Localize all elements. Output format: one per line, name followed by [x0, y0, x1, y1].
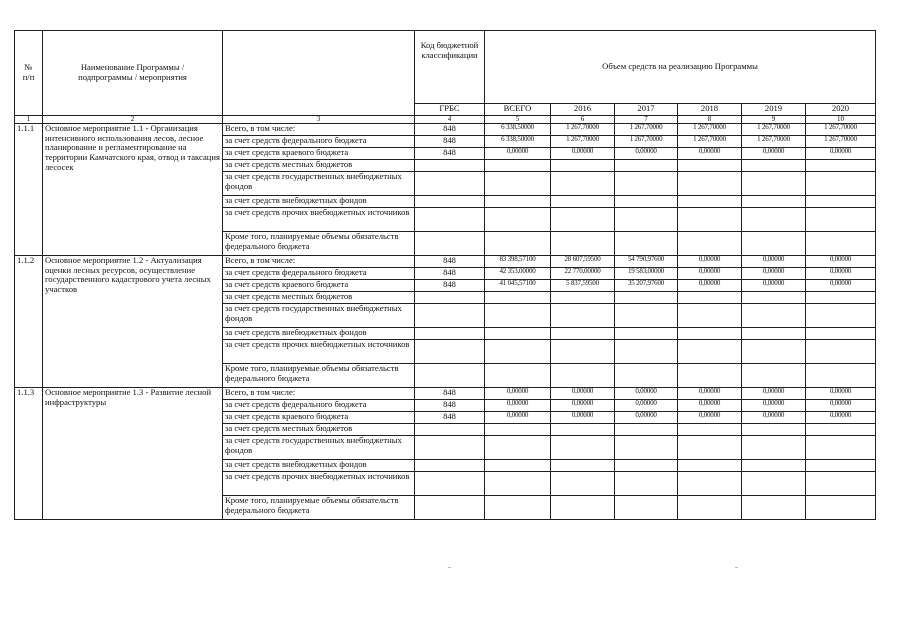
year-value [742, 160, 806, 172]
funding-source: за счет средств краевого бюджета [223, 412, 415, 424]
section-index: 1.1.2 [15, 256, 43, 388]
year-value [742, 172, 806, 196]
total-value: 83 398,57100 [485, 256, 551, 268]
year-value [615, 304, 678, 328]
year-value: 0,00000 [806, 268, 876, 280]
section-name: Основное мероприятие 1.1 - Организация интенсивного использования лесов, лесное планирование и регламентирование на территории Камчатского края, отвод и таксация лесосек [43, 124, 223, 256]
year-value [678, 292, 742, 304]
column-number: 9 [742, 116, 806, 124]
header-year: 2017 [615, 104, 678, 116]
header-grbs: ГРБС [415, 104, 485, 116]
year-value [806, 196, 876, 208]
year-value: 0,00000 [742, 412, 806, 424]
year-value: 0,00000 [742, 388, 806, 400]
year-value: 1 267,70000 [678, 136, 742, 148]
year-value [615, 496, 678, 520]
year-value [551, 436, 615, 460]
year-value [551, 160, 615, 172]
year-value: 0,00000 [742, 268, 806, 280]
year-value [742, 208, 806, 232]
year-value: 0,00000 [806, 400, 876, 412]
year-value [551, 340, 615, 364]
table-row [15, 388, 876, 400]
header-volume: Объем средств на реализацию Программы [485, 31, 876, 104]
header-code: Код бюджетной классификации [415, 31, 485, 104]
year-value [806, 160, 876, 172]
year-value [615, 232, 678, 256]
total-value [485, 328, 551, 340]
year-value [551, 208, 615, 232]
year-value [742, 292, 806, 304]
funding-source: за счет средств государственных внебюджетных фондов [223, 172, 415, 196]
section-index: 1.1.3 [15, 388, 43, 520]
column-number: 2 [43, 116, 223, 124]
year-value: 35 207,97600 [615, 280, 678, 292]
year-value [742, 328, 806, 340]
year-value [615, 460, 678, 472]
year-value: 0,00000 [678, 400, 742, 412]
grbs-code [415, 208, 485, 232]
year-value [551, 472, 615, 496]
funding-source: за счет средств местных бюджетов [223, 160, 415, 172]
grbs-code [415, 292, 485, 304]
year-value [678, 196, 742, 208]
total-value [485, 424, 551, 436]
funding-source: Всего, в том числе: [223, 388, 415, 400]
year-value [615, 424, 678, 436]
header-name: Наименование Программы / подпрограммы / мероприятия [43, 31, 223, 116]
funding-source: за счет средств государственных внебюджетных фондов [223, 304, 415, 328]
total-value [485, 196, 551, 208]
year-value [615, 328, 678, 340]
total-value [485, 436, 551, 460]
funding-source: за счет средств краевого бюджета [223, 280, 415, 292]
year-value: 0,00000 [678, 412, 742, 424]
year-value [806, 328, 876, 340]
funding-source: за счет средств федерального бюджета [223, 268, 415, 280]
year-value: 0,00000 [806, 388, 876, 400]
year-value [806, 292, 876, 304]
table-row [15, 256, 876, 268]
year-value [742, 340, 806, 364]
year-value [615, 196, 678, 208]
year-value [806, 424, 876, 436]
year-value: 0,00000 [742, 280, 806, 292]
year-value: 28 607,59500 [551, 256, 615, 268]
year-value [806, 436, 876, 460]
year-value [742, 364, 806, 388]
funding-source: за счет средств внебюджетных фондов [223, 460, 415, 472]
year-value [742, 436, 806, 460]
year-value: 1 267,70000 [678, 124, 742, 136]
funding-source: Кроме того, планируемые объемы обязательств федерального бюджета [223, 364, 415, 388]
grbs-code: 848 [415, 268, 485, 280]
year-value: 19 583,00000 [615, 268, 678, 280]
year-value: 0,00000 [678, 268, 742, 280]
year-value: 54 790,97600 [615, 256, 678, 268]
year-value [678, 304, 742, 328]
grbs-code [415, 436, 485, 460]
funding-source: за счет средств федерального бюджета [223, 400, 415, 412]
year-value: 1 267,70000 [551, 136, 615, 148]
column-number-row [15, 116, 876, 124]
grbs-code [415, 472, 485, 496]
year-value: 1 267,70000 [742, 136, 806, 148]
total-value: 0,00000 [485, 388, 551, 400]
year-value: 22 770,00000 [551, 268, 615, 280]
year-value [678, 232, 742, 256]
funding-source: за счет средств прочих внебюджетных источников [223, 340, 415, 364]
total-value: 6 338,50000 [485, 136, 551, 148]
total-value [485, 364, 551, 388]
year-value: 0,00000 [806, 256, 876, 268]
year-value: 0,00000 [615, 400, 678, 412]
year-value [806, 496, 876, 520]
column-number: 3 [223, 116, 415, 124]
grbs-code [415, 160, 485, 172]
year-value [551, 328, 615, 340]
scan-dot [448, 567, 451, 568]
year-value [678, 328, 742, 340]
header-total: ВСЕГО [485, 104, 551, 116]
year-value [678, 460, 742, 472]
year-value [678, 436, 742, 460]
year-value: 1 267,70000 [742, 124, 806, 136]
funding-source: Всего, в том числе: [223, 124, 415, 136]
year-value [742, 472, 806, 496]
year-value [615, 436, 678, 460]
grbs-code [415, 496, 485, 520]
year-value [615, 340, 678, 364]
year-value [806, 208, 876, 232]
year-value: 0,00000 [742, 256, 806, 268]
grbs-code: 848 [415, 148, 485, 160]
grbs-code [415, 232, 485, 256]
year-value [806, 232, 876, 256]
header-year: 2019 [742, 104, 806, 116]
year-value: 0,00000 [742, 400, 806, 412]
year-value [551, 172, 615, 196]
year-value [551, 196, 615, 208]
year-value [551, 460, 615, 472]
funding-source: за счет средств краевого бюджета [223, 148, 415, 160]
year-value: 0,00000 [806, 148, 876, 160]
year-value: 0,00000 [551, 148, 615, 160]
total-value [485, 160, 551, 172]
year-value: 0,00000 [678, 388, 742, 400]
section-name: Основное мероприятие 1.3 - Развитие лесной инфраструктуры [43, 388, 223, 520]
year-value [615, 292, 678, 304]
year-value [678, 172, 742, 196]
total-value [485, 340, 551, 364]
year-value [678, 208, 742, 232]
column-number: 6 [551, 116, 615, 124]
total-value: 6 338,50000 [485, 124, 551, 136]
year-value [551, 424, 615, 436]
funding-source: за счет средств государственных внебюджетных фондов [223, 436, 415, 460]
column-number: 8 [678, 116, 742, 124]
year-value: 0,00000 [742, 148, 806, 160]
year-value: 1 267,70000 [551, 124, 615, 136]
section-index: 1.1.1 [15, 124, 43, 256]
grbs-code: 848 [415, 412, 485, 424]
year-value [678, 340, 742, 364]
year-value: 0,00000 [678, 280, 742, 292]
year-value [551, 304, 615, 328]
grbs-code: 848 [415, 124, 485, 136]
total-value: 0,00000 [485, 400, 551, 412]
year-value [806, 340, 876, 364]
year-value [742, 196, 806, 208]
year-value [742, 304, 806, 328]
grbs-code [415, 196, 485, 208]
year-value [806, 304, 876, 328]
total-value [485, 172, 551, 196]
funding-source: за счет средств прочих внебюджетных источников [223, 472, 415, 496]
column-number: 5 [485, 116, 551, 124]
header-year: 2020 [806, 104, 876, 116]
funding-source: за счет средств федерального бюджета [223, 136, 415, 148]
header-year: 2016 [551, 104, 615, 116]
year-value [615, 160, 678, 172]
year-value: 0,00000 [615, 412, 678, 424]
total-value [485, 496, 551, 520]
year-value [551, 364, 615, 388]
grbs-code: 848 [415, 136, 485, 148]
total-value [485, 292, 551, 304]
column-number: 4 [415, 116, 485, 124]
grbs-code [415, 364, 485, 388]
year-value: 1 267,70000 [806, 124, 876, 136]
funding-source: за счет средств внебюджетных фондов [223, 328, 415, 340]
grbs-code [415, 328, 485, 340]
grbs-code: 848 [415, 388, 485, 400]
funding-source: за счет средств внебюджетных фондов [223, 196, 415, 208]
year-value [678, 496, 742, 520]
total-value [485, 304, 551, 328]
year-value: 0,00000 [615, 148, 678, 160]
total-value: 0,00000 [485, 148, 551, 160]
year-value: 0,00000 [678, 256, 742, 268]
year-value: 5 837,59500 [551, 280, 615, 292]
header-blank [223, 31, 415, 116]
funding-source: за счет средств прочих внебюджетных источников [223, 208, 415, 232]
year-value [678, 160, 742, 172]
header-year: 2018 [678, 104, 742, 116]
total-value [485, 208, 551, 232]
budget-table [14, 30, 876, 520]
year-value [678, 424, 742, 436]
grbs-code [415, 340, 485, 364]
grbs-code [415, 304, 485, 328]
year-value: 1 267,70000 [615, 124, 678, 136]
year-value: 0,00000 [551, 412, 615, 424]
column-number: 10 [806, 116, 876, 124]
total-value [485, 460, 551, 472]
table-row [15, 124, 876, 136]
year-value [742, 460, 806, 472]
funding-source: Кроме того, планируемые объемы обязательств федерального бюджета [223, 496, 415, 520]
column-number: 7 [615, 116, 678, 124]
year-value [806, 472, 876, 496]
year-value [551, 496, 615, 520]
total-value: 42 353,00000 [485, 268, 551, 280]
year-value [551, 292, 615, 304]
year-value [742, 424, 806, 436]
grbs-code: 848 [415, 400, 485, 412]
header-num: № п/п [15, 31, 43, 116]
total-value: 0,00000 [485, 412, 551, 424]
year-value [551, 232, 615, 256]
year-value [615, 364, 678, 388]
funding-source: Кроме того, планируемые объемы обязательств федерального бюджета [223, 232, 415, 256]
year-value: 1 267,70000 [615, 136, 678, 148]
funding-source: за счет средств местных бюджетов [223, 292, 415, 304]
year-value [615, 172, 678, 196]
grbs-code [415, 424, 485, 436]
year-value: 0,00000 [806, 280, 876, 292]
year-value: 0,00000 [551, 388, 615, 400]
section-name: Основное мероприятие 1.2 - Актуализация оценки лесных ресурсов, осуществление государственного кадастрового учета лесных участков [43, 256, 223, 388]
funding-source: Всего, в том числе: [223, 256, 415, 268]
header-row [15, 31, 876, 104]
grbs-code: 848 [415, 256, 485, 268]
grbs-code [415, 460, 485, 472]
year-value [678, 364, 742, 388]
scan-dot [735, 567, 738, 568]
year-value [806, 460, 876, 472]
year-value [806, 364, 876, 388]
year-value: 1 267,70000 [806, 136, 876, 148]
year-value: 0,00000 [615, 388, 678, 400]
year-value [742, 232, 806, 256]
year-value [678, 472, 742, 496]
year-value [615, 472, 678, 496]
year-value: 0,00000 [678, 148, 742, 160]
total-value [485, 472, 551, 496]
funding-source: за счет средств местных бюджетов [223, 424, 415, 436]
year-value [742, 496, 806, 520]
grbs-code [415, 172, 485, 196]
column-number: 1 [15, 116, 43, 124]
total-value [485, 232, 551, 256]
grbs-code: 848 [415, 280, 485, 292]
year-value: 0,00000 [806, 412, 876, 424]
year-value [806, 172, 876, 196]
year-value: 0,00000 [551, 400, 615, 412]
total-value: 41 045,57100 [485, 280, 551, 292]
year-value [615, 208, 678, 232]
